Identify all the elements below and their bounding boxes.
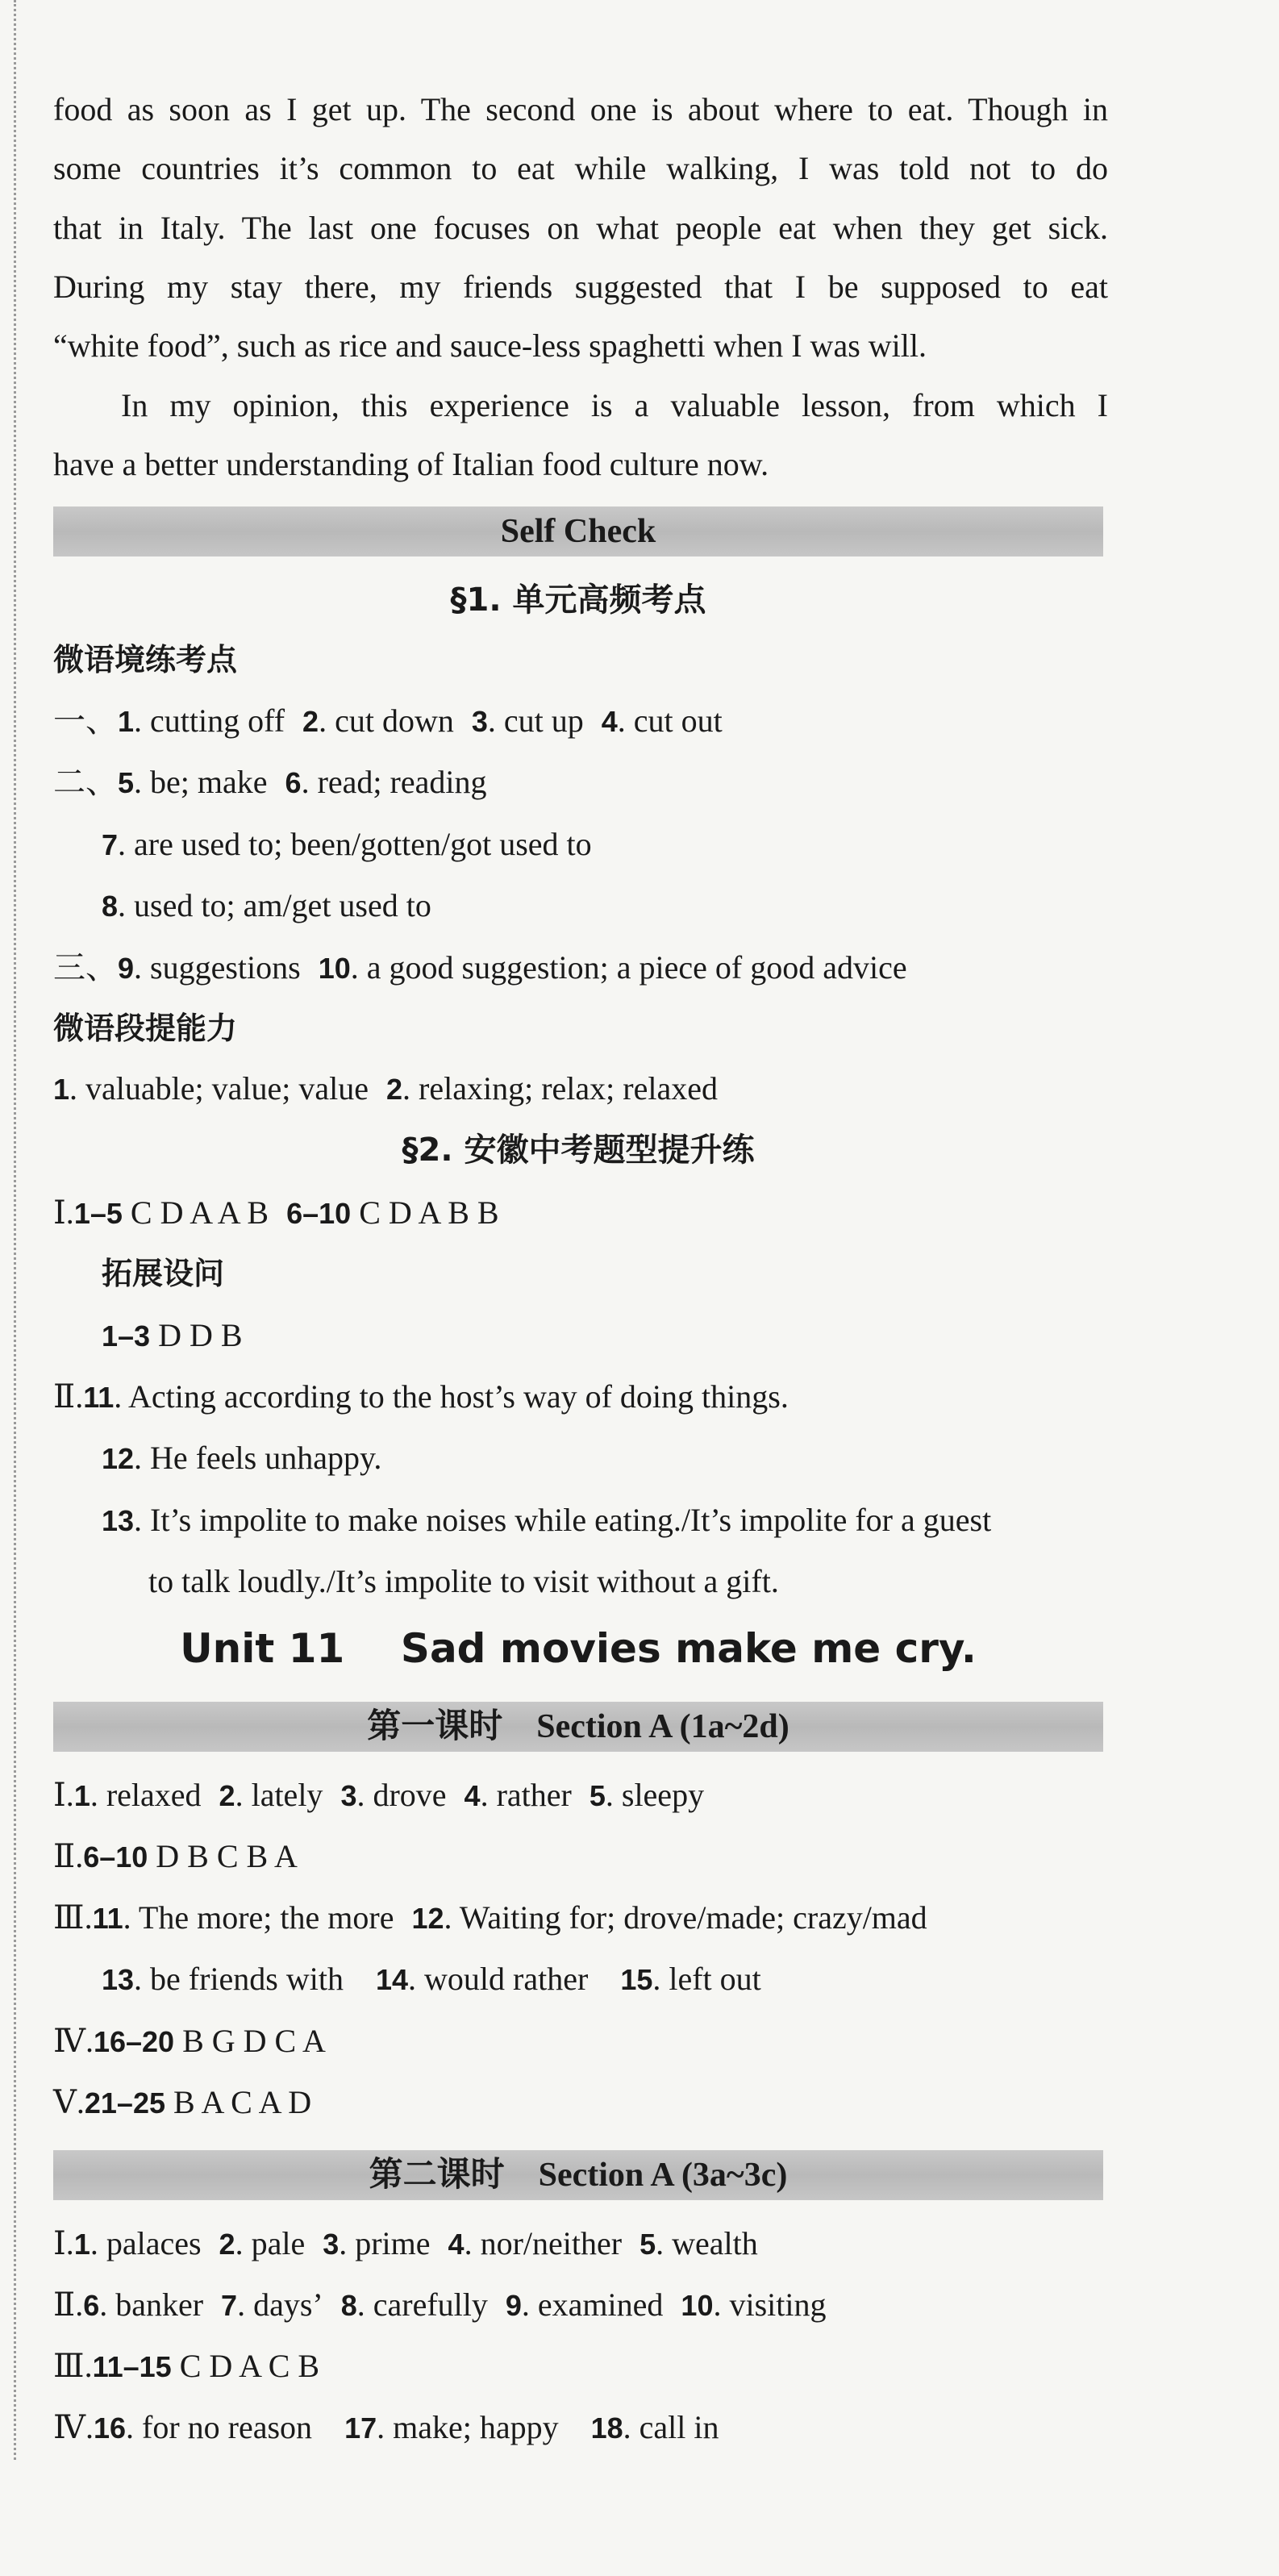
answer-row: Ⅱ.6. banker 7. days’ 8. carefully 9. examined 10. visiting [53, 2286, 827, 2323]
subheading-paragraph-practice: 微语段提能力 [53, 1011, 238, 1046]
answer-row: 12. He feels unhappy. [102, 1440, 382, 1476]
answer-row: 8. used to; am/get used to [102, 887, 431, 923]
subheading-context-practice: 微语境练考点 [53, 642, 238, 677]
answer-row-continuation: to talk loudly./It’s impolite to visit without a gift. [148, 1563, 779, 1599]
answer-row: Ⅱ.11. Acting according to the host’s way of doing things. [53, 1378, 789, 1415]
lesson-2-header: 第二课时 Section A (3a~3c) [53, 2150, 1103, 2200]
answer-row: Ⅳ.16. for no reason 17. make; happy 18. call in [53, 2409, 719, 2445]
self-check-header: Self Check [53, 506, 1103, 556]
passage-line: have a better understanding of Italian food culture now. [53, 446, 769, 482]
section-2-title: §2. 安徽中考题型提升练 [402, 1132, 755, 1169]
answer-row: Ⅳ.16–20 B G D C A [53, 2023, 326, 2059]
answer-row: Ⅱ.6–10 D B C B A [53, 1838, 298, 1874]
lesson-1-header: 第一课时 Section A (1a~2d) [53, 1702, 1103, 1752]
answer-row: Ⅲ.11. The more; the more 12. Waiting for; drove/made; crazy/mad [53, 1899, 927, 1936]
answer-row: Ⅴ.21–25 B A C A D [53, 2084, 312, 2120]
passage-line: food as soon as I get up. The second one is about where to eat. Though in [53, 91, 1108, 127]
answer-row: 二、5. be; make 6. read; reading [53, 764, 487, 800]
passage-line: some countries it’s common to eat while walking, I was told not to do [53, 150, 1108, 186]
subheading-extension: 拓展设问 [102, 1256, 225, 1291]
answer-row: 1. valuable; value; value 2. relaxing; relax; relaxed [53, 1070, 718, 1107]
dotted-margin-line [14, 0, 16, 2460]
answer-row: 1–3 D D B [102, 1317, 243, 1353]
answer-row: 三、9. suggestions 10. a good suggestion; a piece of good advice [53, 949, 907, 986]
answer-row: 7. are used to; been/gotten/got used to [102, 826, 592, 862]
answer-row: Ⅰ.1–5 C D A A B 6–10 C D A B B [53, 1194, 499, 1231]
answer-row: Ⅰ.1. relaxed 2. lately 3. drove 4. rather 5. sleepy [53, 1777, 705, 1813]
unit-title: Unit 11 Sad movies make me cry. [180, 1625, 977, 1672]
answer-row: 13. be friends with 14. would rather 15. left out [102, 1961, 761, 1997]
passage-line: In my opinion, this experience is a valuable lesson, from which I [121, 387, 1108, 423]
section-1-title: §1. 单元高频考点 [450, 581, 706, 619]
answer-row: Ⅰ.1. palaces 2. pale 3. prime 4. nor/neither 5. wealth [53, 2225, 758, 2261]
passage-line: that in Italy. The last one focuses on what people eat when they get sick. [53, 210, 1108, 246]
answer-row: 一、1. cutting off 2. cut down 3. cut up 4. cut out [53, 702, 723, 739]
answer-row: 13. It’s impolite to make noises while eating./It’s impolite for a guest [102, 1502, 992, 1538]
passage-line: “white food”, such as rice and sauce-less spaghetti when I was will. [53, 327, 927, 364]
answer-row: Ⅲ.11–15 C D A C B [53, 2348, 320, 2384]
passage-line: During my stay there, my friends suggested that I be supposed to eat [53, 269, 1108, 305]
